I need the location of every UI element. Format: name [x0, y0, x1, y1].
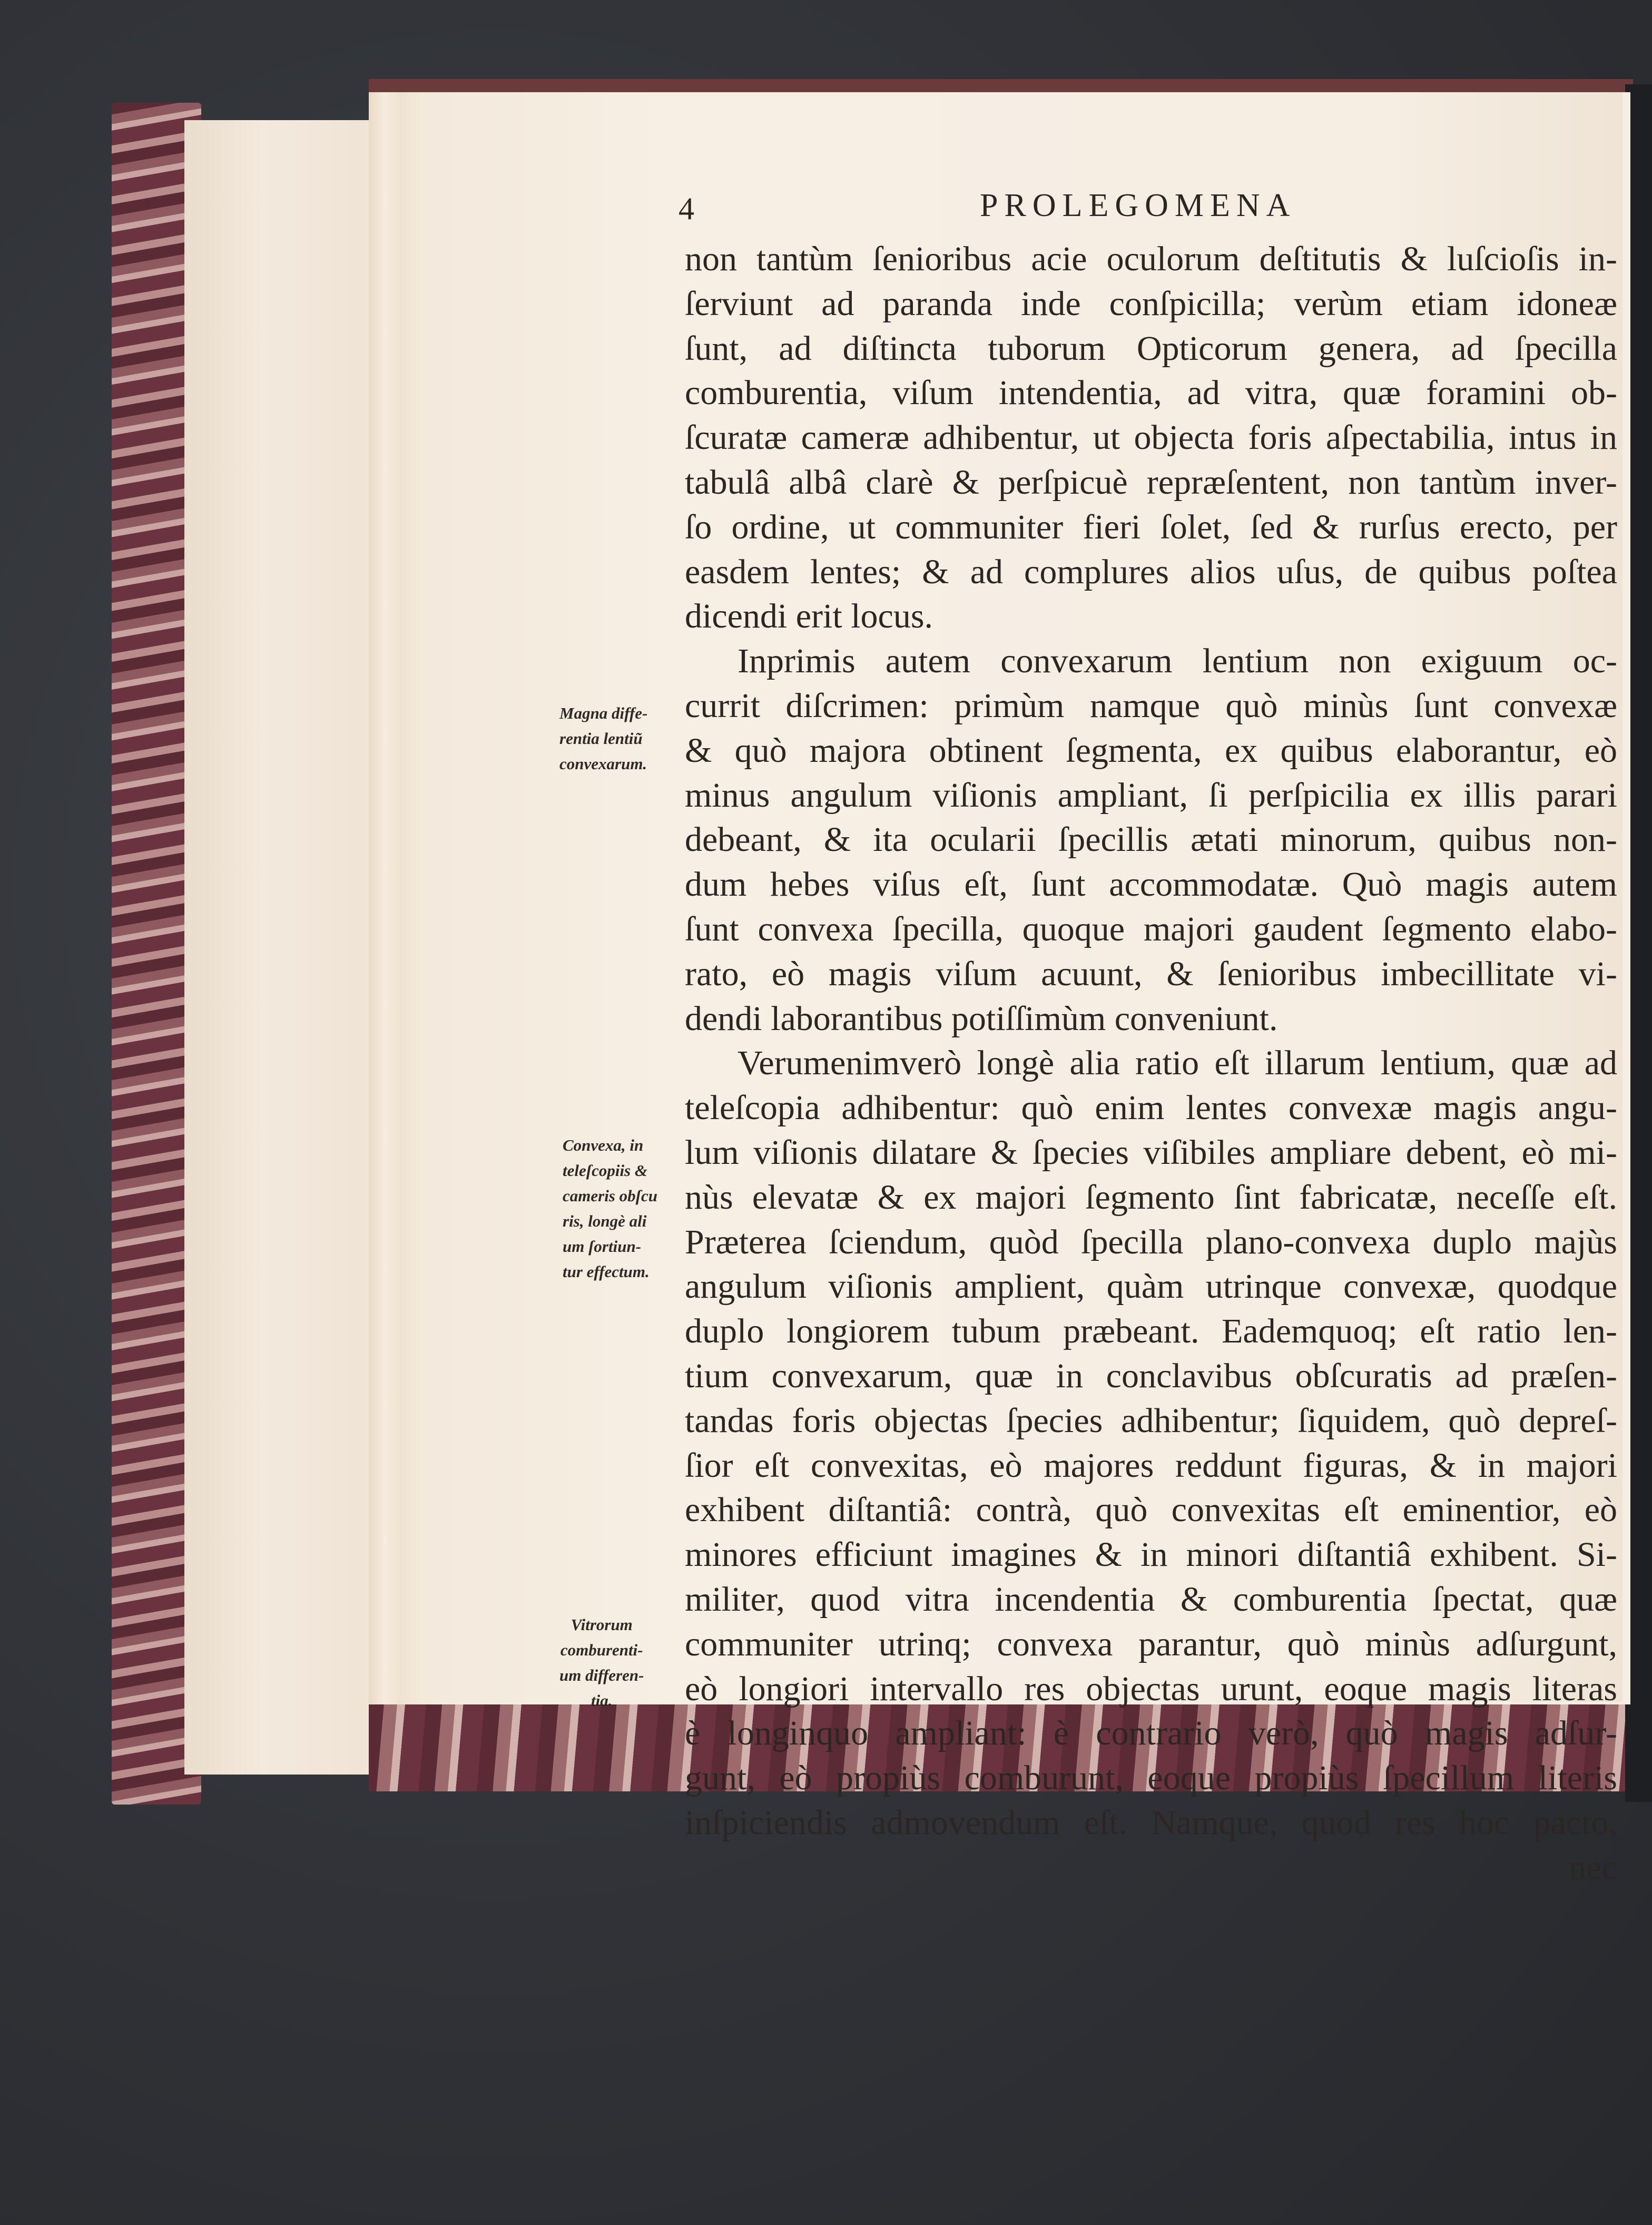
text-line: inſpiciendis admovendum eſt. Namque, quod res hoc pacto,	[685, 1803, 1617, 1842]
margin-note-line: convexarum.	[559, 754, 647, 773]
margin-note-line: tia.	[591, 1691, 613, 1710]
margin-note-line: um differen-	[559, 1666, 644, 1684]
margin-note-line: comburenti-	[560, 1641, 643, 1659]
text-line: tium convexarum, quæ in conclavibus obſcuratis ad præſen-	[685, 1356, 1617, 1395]
running-head: PROLEGOMENA	[980, 188, 1296, 223]
margin-note-line: teleſcopiis &	[563, 1161, 647, 1180]
text-line: Præterea ſciendum, quòd ſpecilla plano-convexa duplo majùs	[685, 1222, 1617, 1261]
margin-note-line: um ſortiun-	[563, 1237, 642, 1256]
text-line: tabulâ albâ clarè & perſpicuè repræſentent, non tantùm inver-	[685, 463, 1617, 502]
margin-note-line: Magna diffe-	[559, 704, 648, 722]
text-line: lum viſionis dilatare & ſpecies viſibiles ampliare debent, eò mi-	[685, 1133, 1617, 1172]
text-line: militer, quod vitra incendentia & comburentia ſpectat, quæ	[685, 1580, 1617, 1619]
margin-note-line: Convexa, in	[563, 1136, 644, 1154]
text-line: comburentia, viſum intendentia, ad vitra, quæ foramini ob-	[685, 374, 1617, 413]
text-line: dicendi erit locus.	[685, 597, 933, 636]
text-line: minores efficiunt imagines & in minori diſtantiâ exhibent. Si-	[685, 1535, 1617, 1574]
text-line: ſerviunt ad paranda inde conſpicilla; verùm etiam idoneæ	[685, 284, 1617, 323]
text-line: & quò majora obtinent ſegmenta, ex quibus elaborantur, eò	[685, 731, 1617, 770]
margin-note-telescopes	[563, 1133, 657, 1285]
margin-note-line: tur effectum.	[563, 1262, 650, 1281]
text-line: minus angulum viſionis ampliant, ſi perſpicilia ex illis parari	[685, 776, 1617, 815]
text-line: easdem lentes; & ad complures alios uſus, de quibus poſtea	[685, 552, 1617, 591]
text-line: currit diſcrimen: primùm namque quò minùs ſunt convexæ	[685, 686, 1617, 725]
text-line: dendi laborantibus potiſſimùm conveniunt.	[685, 999, 1278, 1038]
text-line: tandas foris objectas ſpecies adhibentur; ſiquidem, quò depreſ-	[685, 1401, 1617, 1440]
text-line: exhibent diſtantiâ: contrà, quò convexitas eſt eminentior, eò	[685, 1491, 1617, 1530]
text-line: nec	[1569, 1848, 1617, 1887]
text-line: Inprimis autem convexarum lentium non exiguum oc-	[738, 642, 1617, 681]
text-line: ſior eſt convexitas, eò majores reddunt figuras, & in majori	[685, 1446, 1617, 1485]
body-text	[685, 237, 1617, 1890]
text-line: teleſcopia adhibentur: quò enim lentes convexæ magis angu-	[685, 1089, 1617, 1128]
text-line: gunt, eò propiùs comburunt, eoque propiùs ſpecillum literis	[685, 1759, 1617, 1798]
text-line: è longinquo ampliant: è contrario verò, quò magis adſur-	[685, 1714, 1617, 1753]
page-number: 4	[678, 191, 694, 226]
text-line: rato, eò magis viſum acuunt, & ſenioribus imbecillitate vi-	[685, 954, 1617, 993]
text-line: debeant, & ita ocularii ſpecillis ætati minorum, quibus non-	[685, 820, 1617, 859]
text-line: non tantùm ſenioribus acie oculorum deſtitutis & luſcioſis in-	[685, 240, 1617, 278]
margin-note-line: cameris obſcu	[563, 1187, 657, 1205]
text-line: ſunt, ad diſtincta tuborum Opticorum genera, ad ſpecilla	[685, 329, 1617, 368]
text-line: eò longiori intervallo res objectas urunt, eoque magis literas	[685, 1669, 1617, 1708]
left-page-block	[184, 120, 379, 1775]
text-line: duplo longiorem tubum præbeant. Eademquoq; eſt ratio len-	[685, 1312, 1617, 1351]
text-line: nùs elevatæ & ex majori ſegmento ſint fabricatæ, neceſſe eſt.	[685, 1178, 1617, 1217]
text-line: dum hebes viſus eſt, ſunt accommodatæ. Quò magis autem	[685, 865, 1617, 904]
margin-note-line: rentia lentiũ	[559, 729, 643, 748]
text-line: ſo ordine, ut communiter fieri ſolet, ſed & rurſus erecto, per	[685, 507, 1617, 546]
margin-note-line: ris, longè ali	[563, 1212, 647, 1230]
text-line: Verumenimverò longè alia ratio eſt illarum lentium, quæ ad	[738, 1044, 1617, 1083]
text-line: ſcuratæ cameræ adhibentur, ut objecta foris aſpectabilia, intus in	[685, 418, 1617, 457]
text-line: angulum viſionis amplient, quàm utrinque convexæ, quodque	[685, 1267, 1617, 1306]
margin-note-lens-difference	[559, 701, 647, 777]
text-line: ſunt convexa ſpecilla, quoque majori gaudent ſegmento elabo-	[685, 909, 1617, 948]
margin-note-burning-glasses	[559, 1612, 644, 1713]
text-line: communiter utrinq; convexa parantur, quò minùs adſurgunt,	[685, 1624, 1617, 1663]
margin-note-line: Vitrorum	[571, 1615, 633, 1634]
